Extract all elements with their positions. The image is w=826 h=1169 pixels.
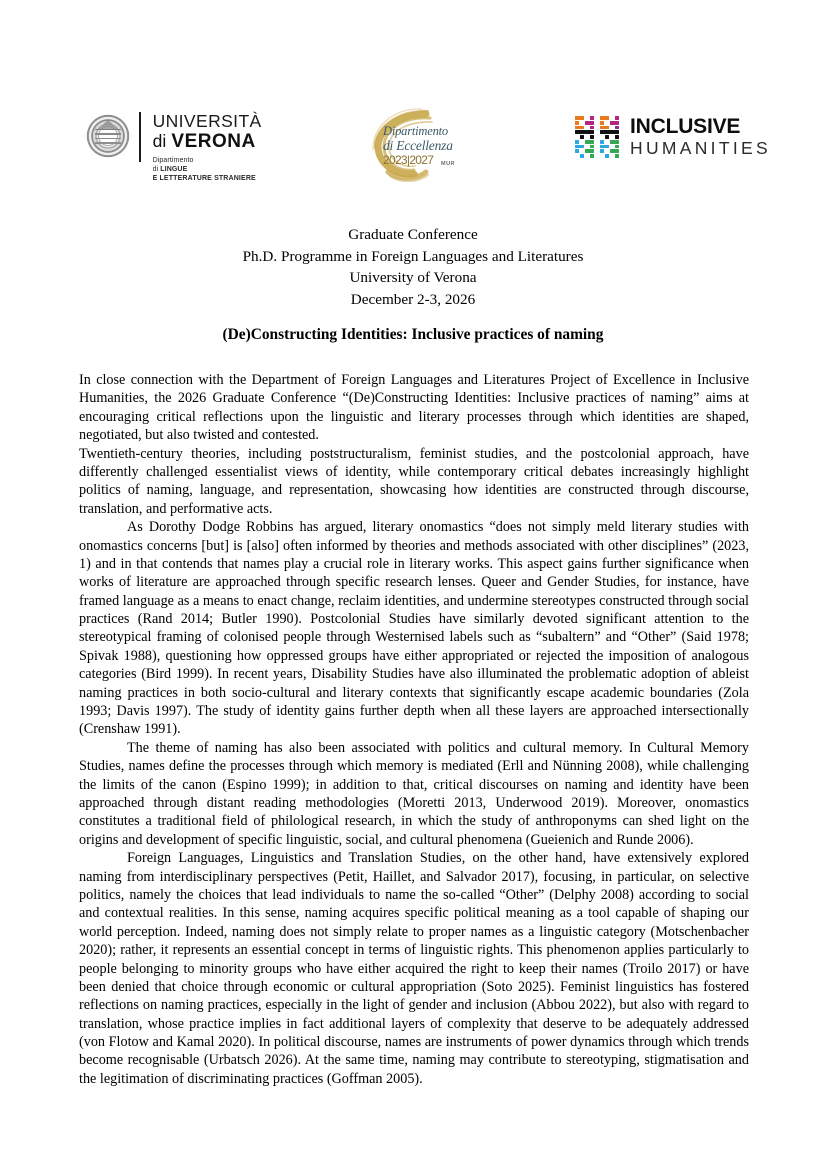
inclusive-humanities-logo	[575, 116, 771, 158]
university-of-verona-logo	[84, 112, 262, 184]
eccellenza-years: 2023|2027	[383, 152, 434, 167]
page-title: (De)Constructing Identities: Inclusive practices of naming	[222, 326, 604, 343]
dipartimento-di-eccellenza-logo	[362, 104, 482, 184]
verona-crest-seal-icon	[84, 112, 132, 160]
body-paragraph: Foreign Languages, Linguistics and Translation Studies, on the other hand, have extensively explored naming from interdisciplinary perspectives (Petit, Haillet, and Salvador 2017), focusing, in particular, on selective politics, namely the choices that lead individuals to name the so-called “Other” (Delphy 2008) according to social and contextual realities. In this sense, naming acquires specific political meaning as a tool capable of shaping our world perception. Indeed, naming does not simply relate to proper names as a linguistic category (Motschenbacher 2020); rather, it represents an essential concept in terms of linguistic rights. This phenomenon applies particularly to people belonging to minority groups who have either acquired the right to keep their names (Troilo 2017) or have been denied that choice through economic or cultural appropriation (Soto 2025). Feminist linguistics has fostered reflections on naming practices, especially in the light of gender and inclusion (Abbou 2022), but also with regard to translation, whose practice implies in fact additional layers of complexity that deserve to be adequately addressed (von Flotow and Kamal 2020). In political discourse, names are instruments of power dynamics through which trends become recognisable (Urbatsch 2026). At the same time, naming may contribute to stereotyping, stigmatisation and the legitimation of discriminating practices (Goffman 2005).	[79, 850, 749, 1087]
inclusive-humanities-wordmark	[630, 116, 771, 158]
eccellenza-line-1: Dipartimento	[383, 124, 448, 138]
logo-divider-rule	[139, 112, 141, 162]
body-paragraph: In close connection with the Department of Foreign Languages and Literatures Project of Excellence in Inclusive Humanities, the 2026 Graduate Conference “(De)Constructing Identities: Inclusive practices of naming” aims at encouraging critical reflections upon the linguistic and literary processes through which identities are shaped, negotiated, but also twisted and contested.	[79, 372, 749, 444]
dept-line-2-prefix: di	[152, 165, 161, 173]
header-logo-band	[0, 104, 826, 184]
inclusive-humanities-mark-icon	[575, 116, 619, 158]
dept-line-2-bold: LINGUE	[160, 165, 188, 173]
body-paragraph: The theme of naming has also been associated with politics and cultural memory. In Cultural Memory Studies, names define the processes through which memory is mediated (Erll and Nünning 2008), while challenging the limits of the canon (Espino 1999); in addition to that, critical discourses on naming and identity have been approached through distant reading methodologies (Moretti 2013, Underwood 2019). Moreover, onomastics constitutes a traditional field of philological research, in which the study of anthroponyms can shed light on the origins and development of specific linguistic, social, and cultural phenomena (Gueienich and Runde 2006).	[79, 739, 749, 848]
body-paragraph: As Dorothy Dodge Robbins has argued, literary onomastics “does not simply meld literary studies with onomastics concerns [but] is [also] often informed by theories and methods associated with other disciplines” (2023, 1) and in that contends that names play a crucial role in literary works. This aspect gains further significance when works of literature are approached through specific research lenses. Queer and Gender Studies, for instance, have framed language as a means to enact change, reclaim identities, and undermine stereotypes constructed through social practices (Rand 2014; Butler 1990). Postcolonial Studies have similarly devoted significant attention to the stereotypical framing of colonised people through Westernised labels such as “subaltern” and “Other” (Said 1978; Spivak 1988), questioning how oppressed groups have either appropriated or rejected the imposition of analogous categories (Bird 1999). In recent years, Disability Studies have also illuminated the problematic adoption of ableist naming practices in both socio-cultural and literary contexts that significantly escape academic boundaries (Zola 1993; Davis 1997). The study of identity gains further depth when all these layers are approached intersectionally (Crenshaw 1991).	[79, 519, 749, 738]
dept-line-3: E LETTERATURE STRANIERE	[152, 175, 256, 183]
heading-line-dates: December 2-3, 2026	[350, 290, 476, 308]
heading-line-programme: Ph.D. Programme in Foreign Languages and Literatures	[242, 247, 584, 265]
conference-heading-block	[80, 224, 746, 310]
verona-line-verona: di VERONA	[152, 130, 256, 152]
ih-line-inclusive: INCLUSIVE	[630, 115, 741, 139]
call-for-papers-body	[79, 371, 749, 1088]
body-paragraph: Twentieth-century theories, including poststructuralism, feminist studies, and the postcolonial approach, have differently challenged essentialist views of identity, while contemporary critical debates increasingly highlight politics of naming, language, and representation, showcasing how identities are constructed through discourse, translation, and performative acts.	[79, 445, 749, 517]
mur-ministry-label: MUR	[441, 161, 456, 167]
eccellenza-wordmark	[383, 125, 483, 166]
heading-line-graduate-conference: Graduate Conference	[348, 226, 478, 243]
verona-department-label	[153, 156, 262, 184]
heading-line-university: University of Verona	[349, 269, 477, 287]
verona-logo-wordmark	[153, 112, 262, 184]
eccellenza-line-2: di Eccellenza	[383, 137, 453, 153]
dept-line-1: Dipartimento	[152, 156, 194, 164]
ih-line-humanities: HUMANITIES	[630, 138, 771, 159]
verona-line-universita: UNIVERSITÀ	[152, 111, 262, 131]
